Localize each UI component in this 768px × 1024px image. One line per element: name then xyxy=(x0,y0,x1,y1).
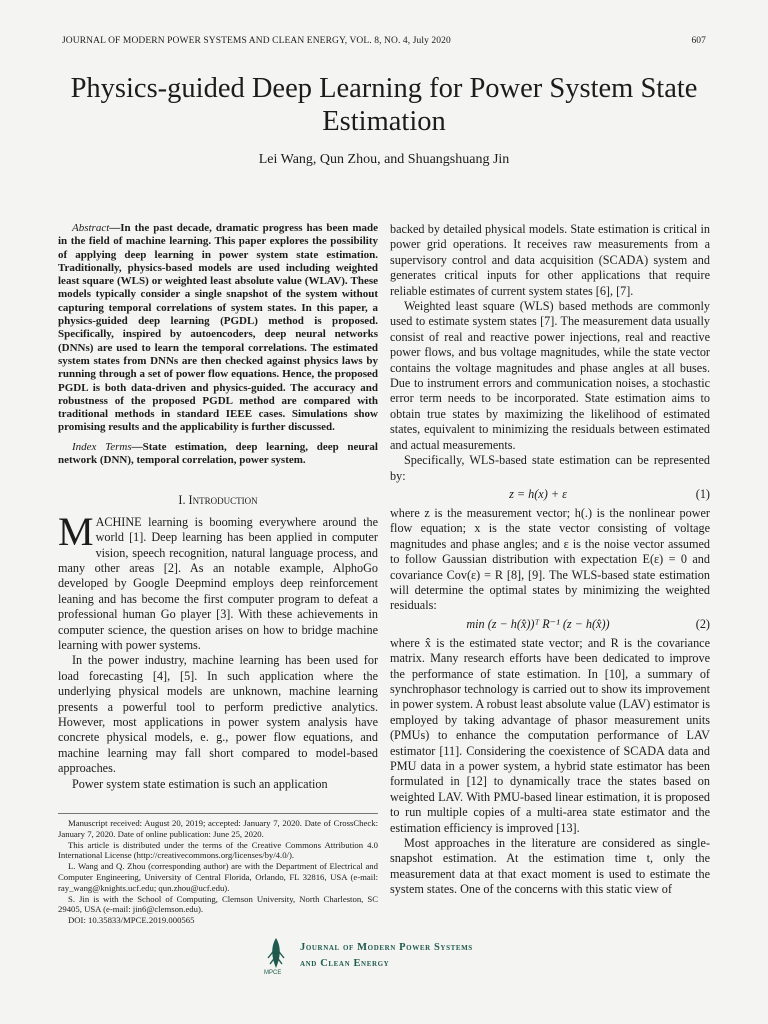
intro-paragraph-2: In the power industry, machine learning has been used for load forecasting [4], [5]. In such application where the underlying physical models are unknown, machine learning presents a powerful tool to perform predictive analytics. However, most applications in power system analysis have concrete physical models, e. g., power flow equations, and machine learning may fall short compared to model-based approaches. xyxy=(58,653,378,776)
index-terms: Index Terms—State estimation, deep learning, deep neural network (DNN), temporal correlation, power system. xyxy=(58,440,378,467)
logo-line-2: and Clean Energy xyxy=(300,958,390,969)
right-paragraph-1: backed by detailed physical models. State estimation is critical in power grid operations. It receives raw measurements from a supervisory control and data acquisition (SCADA) system and generates critical inputs for other applications that require reliable estimates of current system states [6], [7]. xyxy=(390,222,710,298)
logo-mark-text: MPCE xyxy=(264,970,282,976)
paper-title: Physics-guided Deep Learning for Power System State Estimation xyxy=(70,73,698,137)
page-number: 607 xyxy=(691,36,706,46)
left-column xyxy=(58,222,378,792)
footnote-received: Manuscript received: August 20, 2019; accepted: January 7, 2020. Date of CrossCheck: January 7, 2020. Date of online publication: June 25, 2020. xyxy=(58,818,378,839)
abstract-label: Abstract xyxy=(72,222,110,234)
equation-2: min (z − h(x̂))ᵀ R⁻¹ (z − h(x̂)) (2) xyxy=(466,617,710,632)
right-paragraph-3: Specifically, WLS-based state estimation can be represented by: xyxy=(390,453,710,483)
section-heading: I. Introduction xyxy=(178,493,258,508)
equation-1: z = h(x) + ε (1) xyxy=(509,487,710,502)
intro-paragraph-3: Power system state estimation is such an application xyxy=(72,776,328,791)
equation-2-number: (2) xyxy=(695,617,710,632)
drop-cap: M xyxy=(58,508,94,554)
section-title: Introduction xyxy=(188,493,258,508)
footnote-affiliation-1: L. Wang and Q. Zhou (corresponding author) are with the Department of Electrical and Computer Engineering, University of Central Florida, Orlando, FL 32816, USA (e-mail: ray_wang@knights.ucf.edu; qun.zhou@ucf.edu). xyxy=(58,861,378,893)
author-list: Lei Wang, Qun Zhou, and Shuangshuang Jin xyxy=(258,152,510,167)
journal-header: JOURNAL OF MODERN POWER SYSTEMS AND CLEAN ENERGY, VOL. 8, NO. 4, July 2020 xyxy=(62,36,451,46)
abstract: Abstract—In the past decade, dramatic progress has been made in the field of machine learning. This paper explores the possibility of applying deep learning in power system state estimation. Traditionally, physics-based models are used including weighted least square (WLS) or weighted least absolute value (WLAV). These models typically consider a single snapshot of the system without capturing temporal correlations of system states. In this paper, a physics-guided deep learning (PGDL) method is proposed. Specifically, inspired by autoencoders, deep neural networks (DNNs) are used to learn the temporal correlations. The estimated system states from DNNs are then checked against physics laws by running through a set of power flow equations. Hence, the proposed PGDL is both data-driven and physics-guided. The accuracy and robustness of the proposed PGDL method are compared with traditional methods in standard IEEE cases. Simulations show promising results and the applicability is further discussed. xyxy=(58,222,378,434)
right-paragraph-2: Weighted least square (WLS) based methods are commonly used to estimate system states [7]. The measurement data usually consist of real and reactive power injections, real and reactive power flows, and bus voltage magnitudes, while the state vector contains the voltage magnitudes and phase angles at all buses. Due to instrument errors and communication noises, a stochastic error term needs to be incorporated. State estimation aims to obtain true states by maximizing the likelihood of estimated states, equivalent to minimizing the residuals between estimated and actual measurements. xyxy=(390,299,710,452)
abstract-text: In the past decade, dramatic progress has been made in the field of machine learning. This paper explores the possibility of applying deep learning in power system state estimation. Traditionally, physics-based models are used including weighted least square (WLS) or weighted least absolute value (WLAV). These models typically consider a single snapshot of the system without capturing temporal correlations of system states. In this paper, a physics-guided deep learning (PGDL) method is proposed. Specifically, inspired by autoencoders, deep neural networks (DNNs) are used to learn the temporal correlations. The estimated system states from DNNs are then checked against physics laws by running through a set of power flow equations. Hence, the proposed PGDL is both data-driven and physics-guided. The accuracy and robustness of the proposed PGDL method are compared with traditional methods in standard IEEE cases. Simulations show promising results and the applicability is further discussed. xyxy=(58,222,378,434)
footnote-doi: DOI: 10.35833/MPCE.2019.000565 xyxy=(68,915,195,926)
right-paragraph-4: where z is the measurement vector; h(.) is the nonlinear power flow equation; x is the state vector consisting of voltage magnitudes and phase angles; and ε is the noise vector assumed to follow Gaussian distribution with expectation E(ε) = 0 and covariance Cov(ε) = R [8], [9]. The WLS-based state estimation will determine the optimal states by minimizing the weighted residuals: xyxy=(390,505,710,613)
equation-1-number: (1) xyxy=(695,487,710,502)
logo-line-1: Journal of Modern Power Systems xyxy=(300,942,473,953)
index-terms-label: Index Terms xyxy=(72,440,132,453)
footnote-affiliation-2: S. Jin is with the School of Computing, Clemson University, North Charleston, SC 29405, USA (e-mail: jin6@clemson.edu). xyxy=(58,893,378,915)
right-paragraph-6: Most approaches in the literature are considered as single-snapshot estimation. At the estimation time t, only the measurement data at that exact moment is used to estimate the system states. One of the concerns with this static view of xyxy=(390,836,710,897)
right-paragraph-5: where x̂ is the estimated state vector; and R is the covariance matrix. Many research efforts have been dedicated to improve the performance of state estimation. In [10], a summary of synchrophasor technology is carried out to show its improvement in power system. A robust least absolute value (LAV) estimator is employed by taking advantage of phasor measurement units (PMUs) to enhance the computation performance of LAV estimator [11]. Considering the coexistence of SCADA data and PMU data in a power system, a hybrid state estimator has been formulated in [12] to dynamically trace the states based on weighted LAV. With PMU-based linear estimation, it is proposed to run multiple copies of a multi-area state estimator and the estimation efficiency is improved [13]. xyxy=(390,635,710,835)
intro-paragraph-1: MACHINE learning is booming everywhere around the world [1]. Deep learning has been applied in computer vision, speech recognition, natural language process, and many other areas [2]. As an notable example, AlphoGo developed by Google Deepmind employs deep reinforcement leaning and has become the first computer program to defeat a professional human Go player [3]. With these achievements in computer science, the question arises on how to bridge machine learning with power systems. xyxy=(58,508,378,652)
journal-logo xyxy=(262,936,522,980)
footnote-license: This article is distributed under the terms of the Creative Commons Attribution 4.0 International License (http://creativecommons.org/licenses/by/4.0/). xyxy=(58,839,378,861)
footnotes xyxy=(58,813,378,926)
right-column xyxy=(390,222,710,898)
index-terms-text: State estimation, deep learning, deep neural network (DNN), temporal correlation, power system. xyxy=(58,440,378,467)
